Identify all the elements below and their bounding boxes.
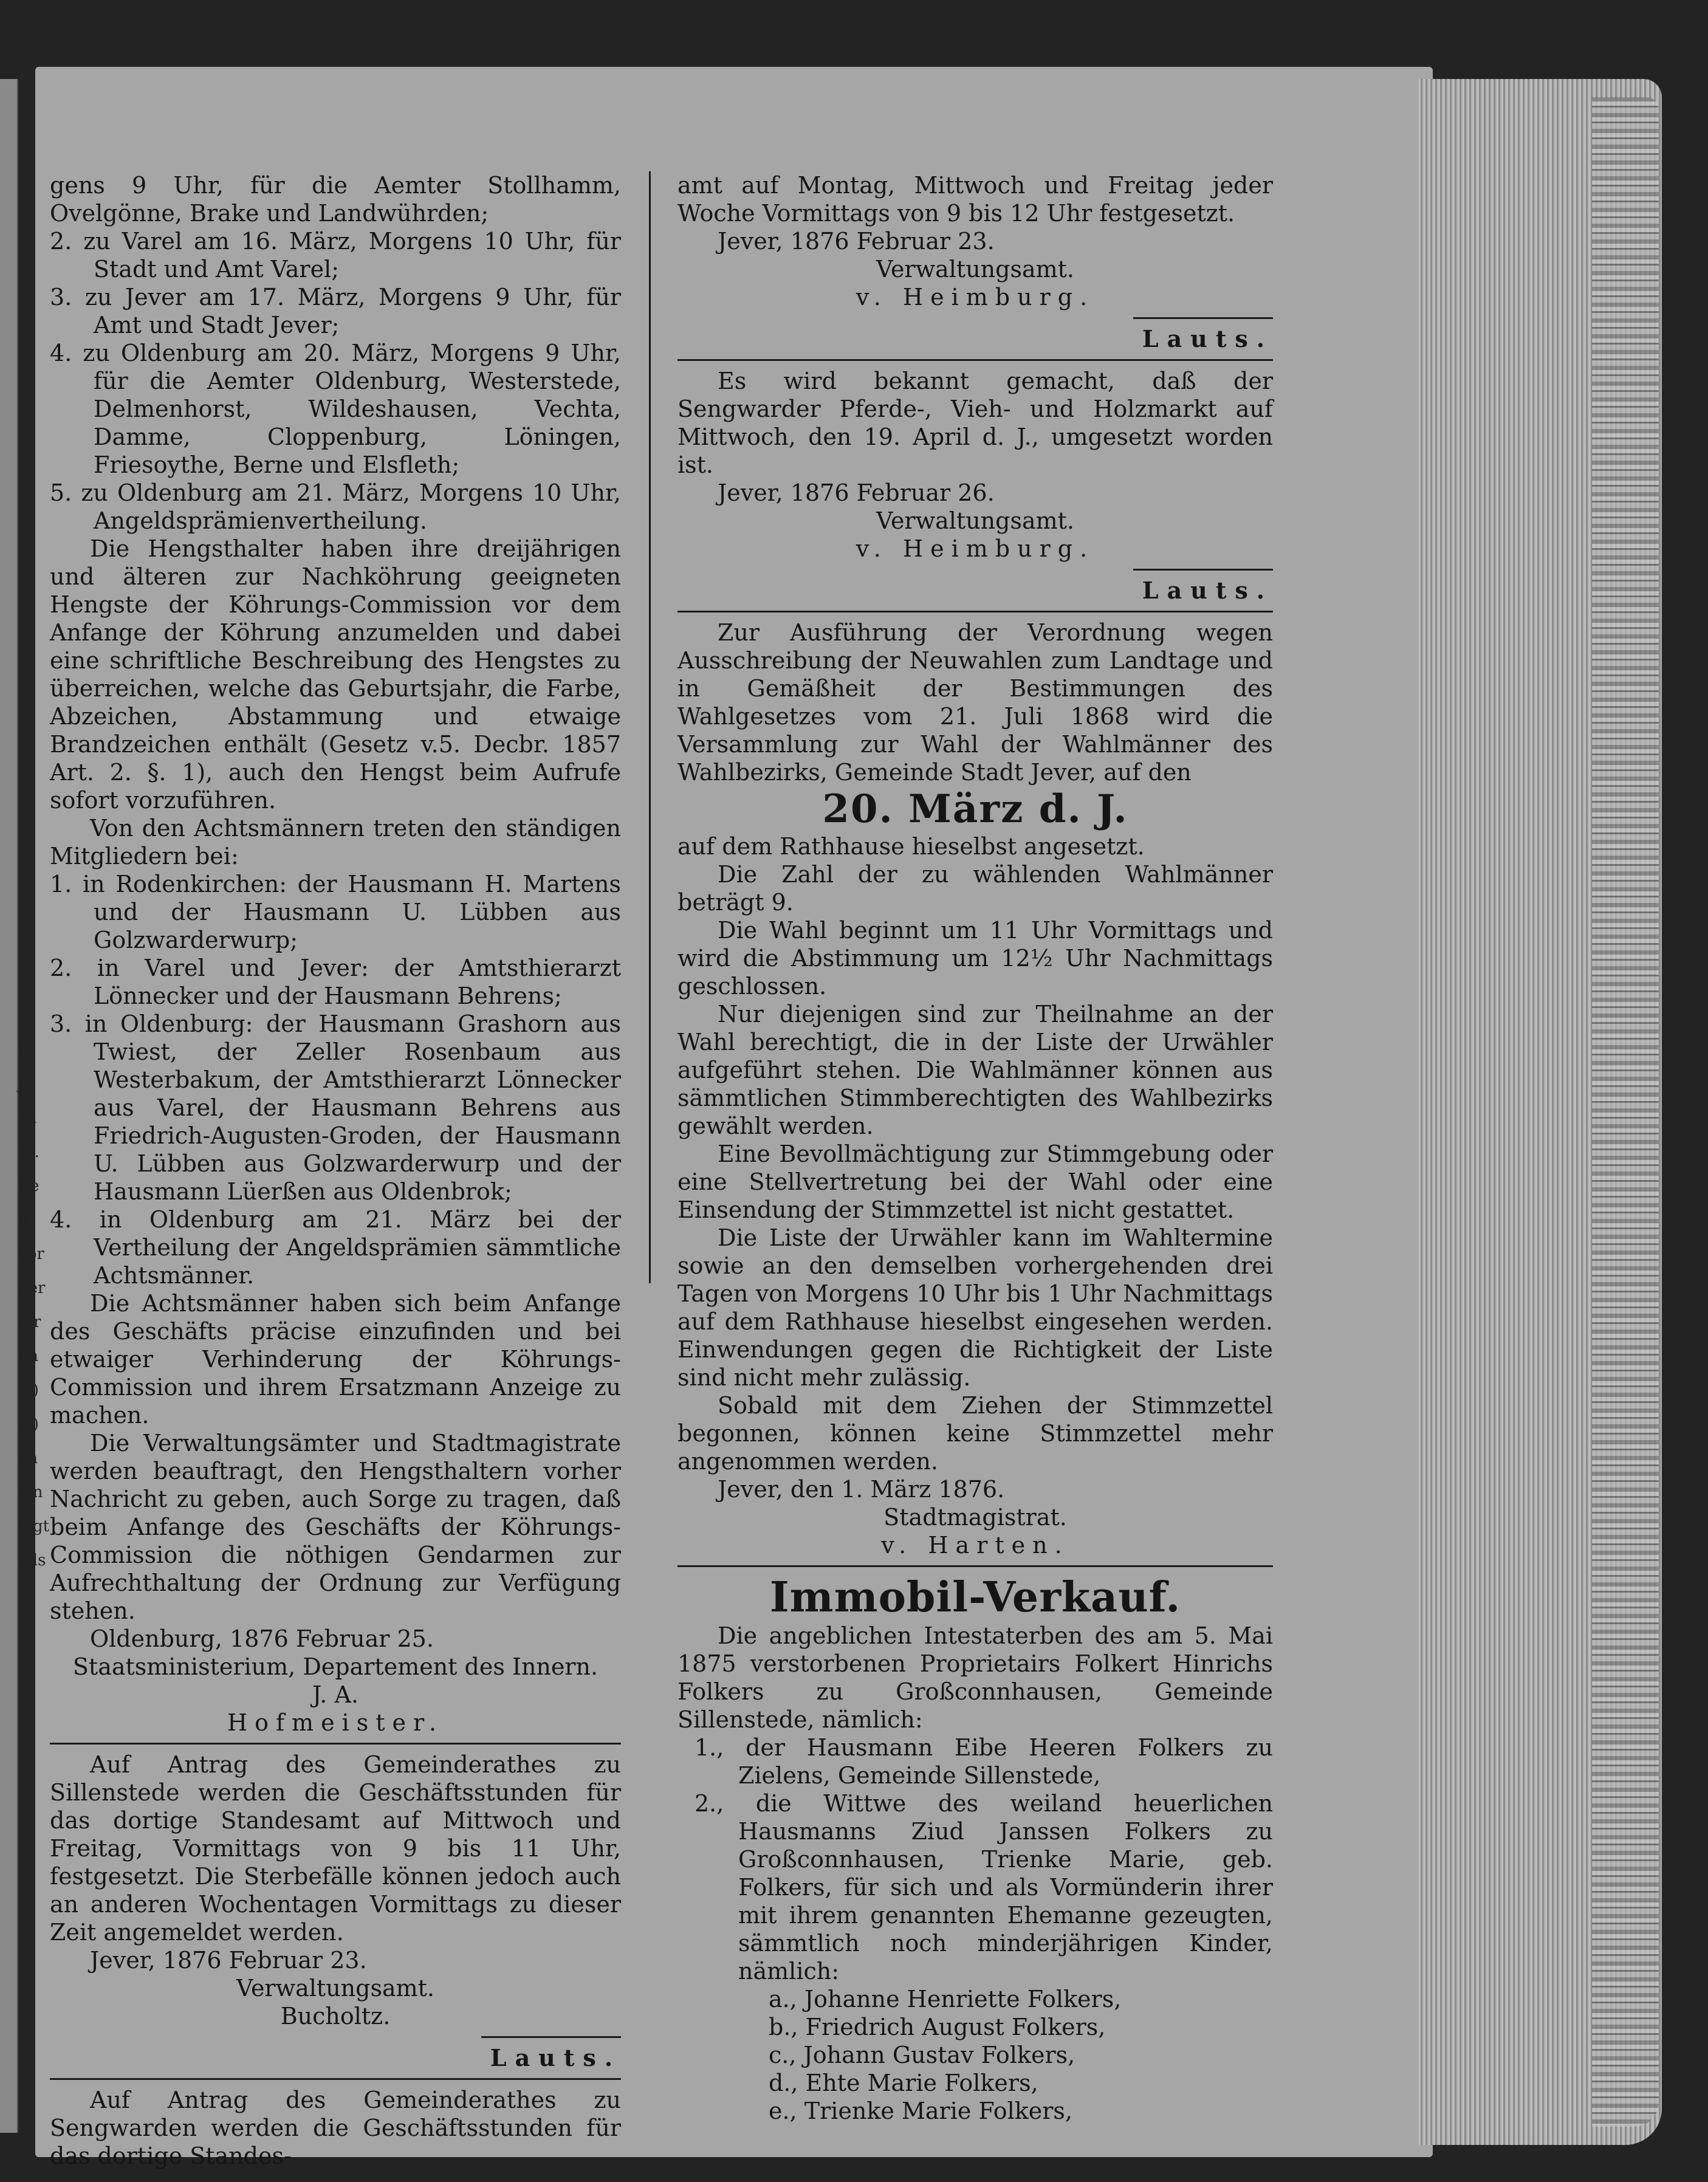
child-item: [677, 2097, 1273, 2125]
election-place: auf dem Rathhause hieselbst angesetzt.: [677, 833, 1145, 860]
heir-item: [677, 1789, 1273, 1985]
ministry-line: Staatsministerium, Departement des Innern.: [72, 1653, 598, 1680]
heir-item: [677, 1734, 1273, 1789]
stallion-item: [50, 479, 621, 535]
child-name: Johanne Henriette Folkers,: [804, 1986, 1122, 2012]
item-text: zu Jever am 17. März, Morgens 9 Uhr, für Amt und Stadt Jever;: [84, 284, 621, 338]
margin-fragment: lt: [18, 1041, 30, 1059]
margin-fragment: a.): [18, 1381, 39, 1399]
place-date: Jever, 1876 Februar 23.: [90, 1947, 367, 1974]
sale-intro: Die angeblichen Intestaterben des am 5. Mai 1875 verstorbenen Proprietairs Folkert Hinrichs Folkers zu Großconnhausen, Gemeinde Sillenstede, nämlich:: [677, 1622, 1273, 1733]
margin-fragment: Be: [18, 1177, 39, 1195]
office-line: Stadtmagistrat.: [883, 1504, 1067, 1531]
item-number: 5.: [50, 479, 72, 506]
item-letter: b.,: [769, 2014, 798, 2040]
section-rule: [50, 2078, 621, 2080]
election-list: Die Liste der Urwähler kann im Wahltermine sowie an den demselben vorhergehenden drei Tagen von Morgens 10 Uhr bis 1 Uhr Nachmittags auf dem Rathhause hieselbst eingesehen werden. Einwendungen gegen die Richtigkeit der Liste sind nicht mehr zulässig.: [677, 1224, 1273, 1391]
item-number: 2.: [50, 228, 72, 255]
item-letter: c.,: [769, 2042, 797, 2068]
child-name: Trienke Marie Folkers,: [804, 2098, 1072, 2124]
item-text: zu Varel am 16. März, Morgens 10 Uhr, für Stadt und Amt Varel;: [83, 228, 621, 283]
ia-line: J. A.: [312, 1681, 358, 1708]
signature: v. Heimburg.: [856, 284, 1095, 310]
item-text: in Oldenburg am 21. März bei der Vertheilung der Angeldsprämien sämmtliche Achtsmänner.: [94, 1206, 621, 1289]
office-line: Verwaltungsamt.: [236, 1975, 435, 2002]
notice-sengwarden-continued: amt auf Montag, Mittwoch und Freitag jeder Woche Vormittags von 9 bis 12 Uhr festgesetzt.: [677, 172, 1273, 227]
margin-fragment: je: [18, 1075, 33, 1093]
election-date: 20. März d. J.: [822, 786, 1128, 832]
election-intro: Zur Ausführung der Verordnung wegen Ausschreibung der Neuwahlen zum Landtage und in Gemäßheit der Bestimmungen des Wahlgesetzes vom 21. Juli 1868 wird die Versammlung zur Wahl der Wahlmänner des Wahlbezirks, Gemeinde Stadt Jever, auf den: [677, 619, 1273, 786]
margin-fragment: zu: [18, 1109, 37, 1127]
election-proxy: Eine Bevollmächtigung zur Stimmgebung oder eine Stellvertretung bei der Wahl oder eine Einsendung der Stimmzettel ist nicht gestattet.: [677, 1141, 1273, 1223]
item-number: 4.: [50, 340, 72, 366]
section-rule: [677, 1565, 1273, 1567]
item-text: in Rodenkirchen: der Hausmann H. Martens und der Hausmann U. Lübben aus Golzwarderwurp;: [83, 871, 621, 953]
signature: Bucholtz.: [280, 2003, 391, 2029]
notice-market: Es wird bekannt gemacht, daß der Sengwarder Pferde-, Vieh- und Holzmarkt auf Mittwoch, den 19. April d. J., umgesetzt worden ist.: [677, 368, 1273, 478]
place-date: Jever, 1876 Februar 26.: [718, 479, 995, 506]
item-number: 3.: [50, 1010, 72, 1037]
place-date: Jever, den 1. März 1876.: [718, 1476, 1005, 1503]
section-rule: [677, 359, 1273, 361]
election-count: Die Zahl der zu wählenden Wahlmänner beträgt 9.: [677, 861, 1273, 916]
paragraph-members-intro: Von den Achtsmännern treten den ständigen Mitgliedern bei:: [50, 815, 621, 870]
signature: v. Harten.: [881, 1532, 1069, 1559]
item-text: in Oldenburg: der Hausmann Grashorn aus Twiest, der Zeller Rosenbaum aus Westerbakum, der Amtsthierarzt Lönnecker aus Varel, der Hausmann Behrens aus Friedrich-Augusten-Groden, der Hausmann U. Lübben aus Golzwarderwurp und der Hausmann Lüerßen aus Oldenbrok;: [84, 1010, 621, 1205]
stallion-schedule-continued: gens 9 Uhr, für die Aemter Stollhamm, Ovelgönne, Brake und Landwührden;: [50, 172, 621, 227]
stallion-item: [50, 227, 621, 283]
margin-fragment: 1).: [18, 1143, 39, 1161]
notice-sengwarden-start: Auf Antrag des Gemeinderathes zu Sengwarden werden die Geschäftsstunden für das dortige Standes-: [50, 2087, 621, 2169]
column-divider: [649, 171, 651, 1283]
item-number: 2.: [50, 955, 72, 981]
left-column: [50, 171, 621, 2170]
item-number: 3.: [50, 284, 72, 310]
place-date: Jever, 1876 Februar 23.: [718, 228, 995, 255]
child-name: Friedrich August Folkers,: [805, 2014, 1106, 2040]
election-ballots: Sobald mit dem Ziehen der Stimmzettel begonnen, können keine Stimmzettel mehr angenommen werden.: [677, 1392, 1273, 1475]
paragraph-authorities: Die Verwaltungsämter und Stadtmagistrate werden beauftragt, den Hengsthaltern vorher Nachricht zu geben, auch Sorge zu tragen, daß beim Anfange des Geschäfts der Köhrungs-Commission die nöthigen Gendarmen zur Aufrechthaltung der Ordnung zur Verfügung stehen.: [50, 1430, 621, 1624]
margin-fragment: der: [18, 1279, 46, 1297]
margin-fragment: dir: [18, 1313, 41, 1331]
item-number: 1.: [50, 871, 72, 897]
previous-page-margin-fragments: [18, 1033, 50, 1577]
member-item: [50, 954, 621, 1010]
signature-rule: [481, 2036, 621, 2038]
stallion-item: [50, 339, 621, 479]
signature-rule: [1133, 569, 1273, 571]
place-date: Oldenburg, 1876 Februar 25.: [90, 1625, 434, 1652]
margin-fragment: en: [18, 1449, 38, 1467]
stallion-item: [50, 283, 621, 339]
child-name: Johann Gustav Folkers,: [803, 2042, 1075, 2068]
margin-fragment: ads: [18, 1551, 46, 1570]
office-line: Verwaltungsamt.: [876, 256, 1075, 283]
member-item: [50, 1206, 621, 1289]
election-eligible: Nur diejenigen sind zur Theilnahme an der Wahl berechtigt, die in der Liste der Urwähler aufgeführt stehen. Die Wahlmänner können aus sämmtlichen Stimmberechtigten des Wahlbezirks gewählt werden.: [677, 1001, 1273, 1139]
child-item: [677, 2041, 1273, 2069]
member-item: [50, 870, 621, 954]
item-text: die Wittwe des weiland heuerlichen Hausmanns Ziud Janssen Folkers zu Großconnhausen, Trienke Marie, geb. Folkers, für sich und als Vormünderin ihrer mit ihrem genannten Ehemanne gezeugten, sämmtlich noch minderjährigen Kinder, nämlich:: [738, 1790, 1273, 1985]
item-letter: e.,: [769, 2098, 797, 2124]
laut-line: Lauts.: [1142, 325, 1273, 352]
laut-line: Lauts.: [1142, 577, 1273, 604]
paragraph-stallion-owners: Die Hengsthalter haben ihre dreijährigen und älteren zur Nachköhrung geeigneten Hengste der Köhrungs-Commission vor dem Anfange der Köhrung anzumelden und dabei eine schriftliche Beschreibung des Hengstes zu überreichen, welche das Geburtsjahr, die Farbe, Abzeichen, Abstammung und etwaige Brandzeichen enthält (Gesetz v.5. Decbr. 1857 Art. 2. §. 1), auch den Hengst beim Aufrufe sofort vorzuführen.: [50, 535, 621, 814]
margin-fragment: ein: [18, 1483, 43, 1501]
item-text: zu Oldenburg am 20. März, Morgens 9 Uhr, für die Aemter Oldenburg, Westerstede, Delmenhorst, Wildeshausen, Vechta, Damme, Cloppenburg, Löningen, Friesoythe, Berne und Elsfleth;: [83, 340, 621, 478]
margin-fragment: olgt: [18, 1517, 50, 1535]
item-letter: d.,: [769, 2070, 798, 2096]
margin-fragment: ü: [18, 1211, 29, 1229]
child-item: [677, 1985, 1273, 2013]
signature: v. Heimburg.: [856, 535, 1095, 562]
item-letter: a.,: [769, 1986, 797, 2012]
sale-heading: Immobil-Verkauf.: [769, 1573, 1181, 1622]
signature-rule: [1133, 317, 1273, 319]
paragraph-achtsmaenner: Die Achtsmänner haben sich beim Anfange des Geschäfts präcise einzufinden und bei etwaiger Verhinderung der Köhrungs-Commission und ihrem Ersatzmann Anzeige zu machen.: [50, 1290, 621, 1429]
margin-fragment: im: [18, 1347, 38, 1365]
item-text: in Varel und Jever: der Amtsthierarzt Lönnecker und der Hausmann Behrens;: [94, 955, 621, 1009]
item-number: 4.: [50, 1206, 72, 1233]
previous-page-edge: [0, 79, 18, 2133]
child-name: Ehte Marie Folkers,: [805, 2070, 1038, 2096]
margin-fragment: a.): [18, 1415, 39, 1433]
item-text: der Hausmann Eibe Heeren Folkers zu Zielens, Gemeinde Sillenstede,: [738, 1734, 1273, 1789]
election-time: Die Wahl beginnt um 11 Uhr Vormittags und wird die Abstimmung um 12½ Uhr Nachmittags geschlossen.: [677, 917, 1273, 1000]
section-rule: [677, 611, 1273, 612]
member-item: [50, 1010, 621, 1206]
page-block-speckle: [1592, 97, 1659, 2127]
child-item: [677, 2069, 1273, 2097]
item-text: zu Oldenburg am 21. März, Morgens 10 Uhr, Angeldsprämienvertheilung.: [81, 479, 621, 534]
child-item: [677, 2013, 1273, 2041]
office-line: Verwaltungsamt.: [876, 507, 1075, 534]
signature: Hofmeister.: [227, 1709, 444, 1736]
notice-sillenstede: Auf Antrag des Gemeinderathes zu Sillenstede werden die Geschäftsstunden für das dortige Standesamt auf Mittwoch und Freitag, Vormittags von 9 bis 11 Uhr, festgesetzt. Die Sterbefälle können jedoch auch an anderen Wochentagen Vormittags zu dieser Zeit angemeldet werden.: [50, 1751, 621, 1946]
margin-fragment: vor: [18, 1245, 44, 1263]
section-rule: [50, 1743, 621, 1745]
item-number: 2.,: [695, 1790, 724, 1817]
laut-line: Lauts.: [490, 2044, 621, 2071]
item-number: 1.,: [695, 1734, 724, 1761]
right-column: [677, 171, 1273, 2125]
